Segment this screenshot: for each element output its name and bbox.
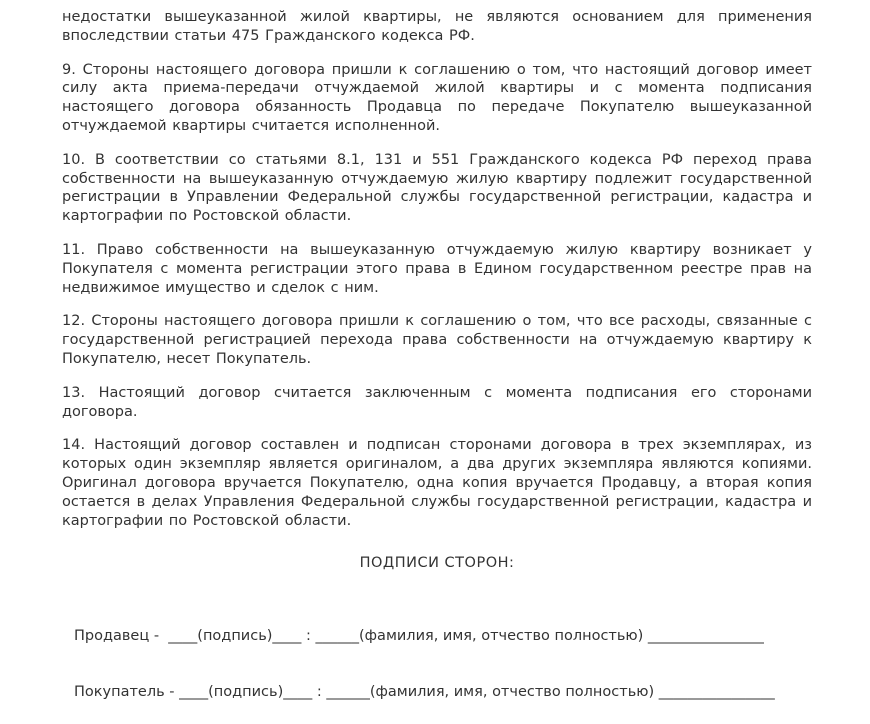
contract-clause-9: 9. Стороны настоящего договора пришли к соглашению о том, что настоящий договор имеет силу акта приема-передачи отчуждаемой жилой квартиры и с момента подписания настоящего договора обязанность Продавца по передаче Покупателю вышеуказанной отчуждаемой квартиры считается исполненной.	[62, 61, 812, 134]
contract-clause-10: 10. В соответствии со статьями 8.1, 131 и 551 Гражданского кодекса РФ переход права собственности на вышеуказанную отчуждаемую жилую квартиру подлежит государственной регистрации в Управлении Федеральной службы государственной регистрации, кадастра и картографии по Ростовской области.	[62, 151, 812, 225]
contract-clause-13: 13. Настоящий договор считается заключенным с момента подписания его сторонами договора.	[62, 384, 812, 420]
contract-clause-12: 12. Стороны настоящего договора пришли к соглашению о том, что все расходы, связанные с государственной регистрацией перехода права собственности на отчуждаемую квартиру к Покупателю, несет Покупатель.	[62, 313, 812, 367]
signatures-heading: ПОДПИСИ СТОРОН:	[359, 555, 515, 572]
buyer-signature-line: Покупатель - ____(подпись)____ : ______(фамилия, имя, отчество полностью) ________________	[74, 683, 775, 700]
contract-text-fragment: недостатки вышеуказанной жилой квартиры, не являются основанием для применения впоследствии статьи 475 Гражданского кодекса РФ.	[62, 9, 812, 44]
contract-clause-11: 11. Право собственности на вышеуказанную отчуждаемую жилую квартиру возникает у Покупателя с момента регистрации этого права в Едином государственном реестре прав на недвижимое имущество и сделок с ним.	[62, 241, 812, 296]
contract-clause-14: 14. Настоящий договор составлен и подписан сторонами договора в трех экземплярах, из которых один экземпляр является оригиналом, а два других экземпляра являются копиями. Оригинал договора вручается Покупателю, одна копия вручается Продавцу, а вторая копия остается в делах Управления Федеральной службы государственной регистрации, кадастра и картографии по Ростовской области.	[62, 437, 812, 529]
seller-signature-line: Продавец - ____(подпись)____ : ______(фамилия, имя, отчество полностью) ________________	[74, 628, 764, 645]
